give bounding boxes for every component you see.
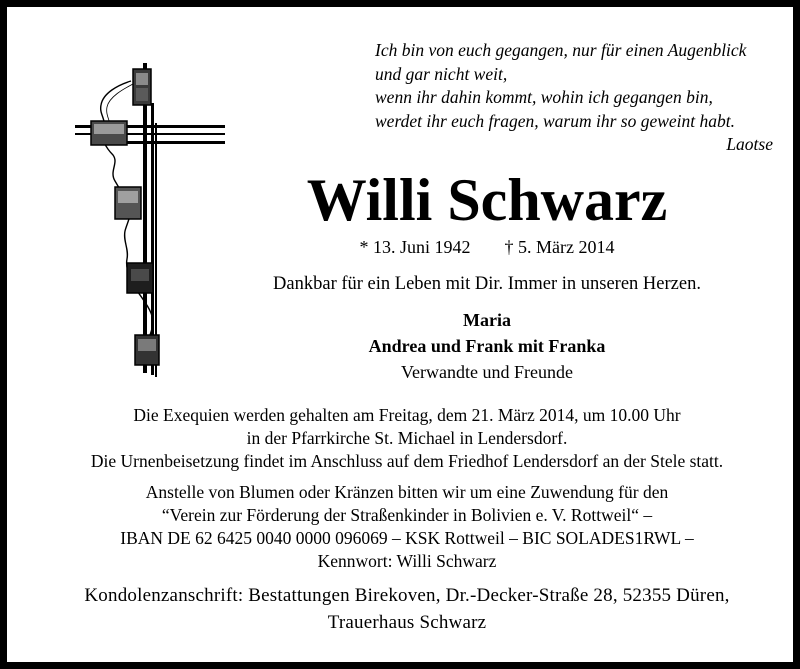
donation-line: Anstelle von Blumen oder Kränzen bitten wir um eine Zuwendung für den xyxy=(145,482,669,502)
stations-of-the-cross-icon xyxy=(63,63,233,388)
condolence-line: Trauerhaus Schwarz xyxy=(327,612,487,633)
donation-info xyxy=(27,481,787,573)
condolence-line: Kondolenzanschrift: Bestattungen Birekoven, Dr.-Decker-Straße 28, 52355 Düren, xyxy=(84,585,730,606)
deceased-name: Willi Schwarz xyxy=(306,167,668,233)
mourner-name: Maria xyxy=(463,310,511,330)
life-dates xyxy=(247,235,727,259)
poem-line: werdet ihr euch fragen, warum ihr so geweint habt. xyxy=(375,110,736,131)
funeral-line: in der Pfarrkirche St. Michael in Lendersdorf. xyxy=(246,428,568,448)
donation-line: “Verein zur Förderung der Straßenkinder in Bolivien e. V. Rottweil“ – xyxy=(161,505,653,525)
funeral-line: Die Exequien werden gehalten am Freitag, dem 21. März 2014, um 10.00 Uhr xyxy=(133,405,681,425)
poem-line: Ich bin von euch gegangen, nur für einen Augenblick xyxy=(375,40,747,60)
poem-line: wenn ihr dahin kommt, wohin ich gegangen bin, xyxy=(375,87,713,107)
donation-line: IBAN DE 62 6425 0040 0000 096069 – KSK Rottweil – BIC SOLADES1RWL – xyxy=(120,528,694,548)
condolence-address xyxy=(27,582,787,636)
birth-date: * 13. Juni 1942 xyxy=(359,237,471,257)
poem-line: und gar nicht weit, xyxy=(375,63,508,84)
mourners-block xyxy=(247,307,727,385)
funeral-line: Die Urnenbeisetzung findet im Anschluss auf dem Friedhof Lendersdorf an der Stele statt. xyxy=(90,451,724,471)
poem-quote xyxy=(375,39,775,157)
mourner-name: Andrea und Frank mit Franka xyxy=(368,336,606,356)
donation-line: Kennwort: Willi Schwarz xyxy=(317,551,497,571)
funeral-info xyxy=(27,404,787,473)
gratitude-line: Dankbar für ein Leben mit Dir. Immer in unseren Herzen. xyxy=(273,274,701,294)
death-date: † 5. März 2014 xyxy=(504,237,615,257)
mourner-name: Verwandte und Freunde xyxy=(401,362,573,382)
poem-author: Laotse xyxy=(726,134,773,154)
